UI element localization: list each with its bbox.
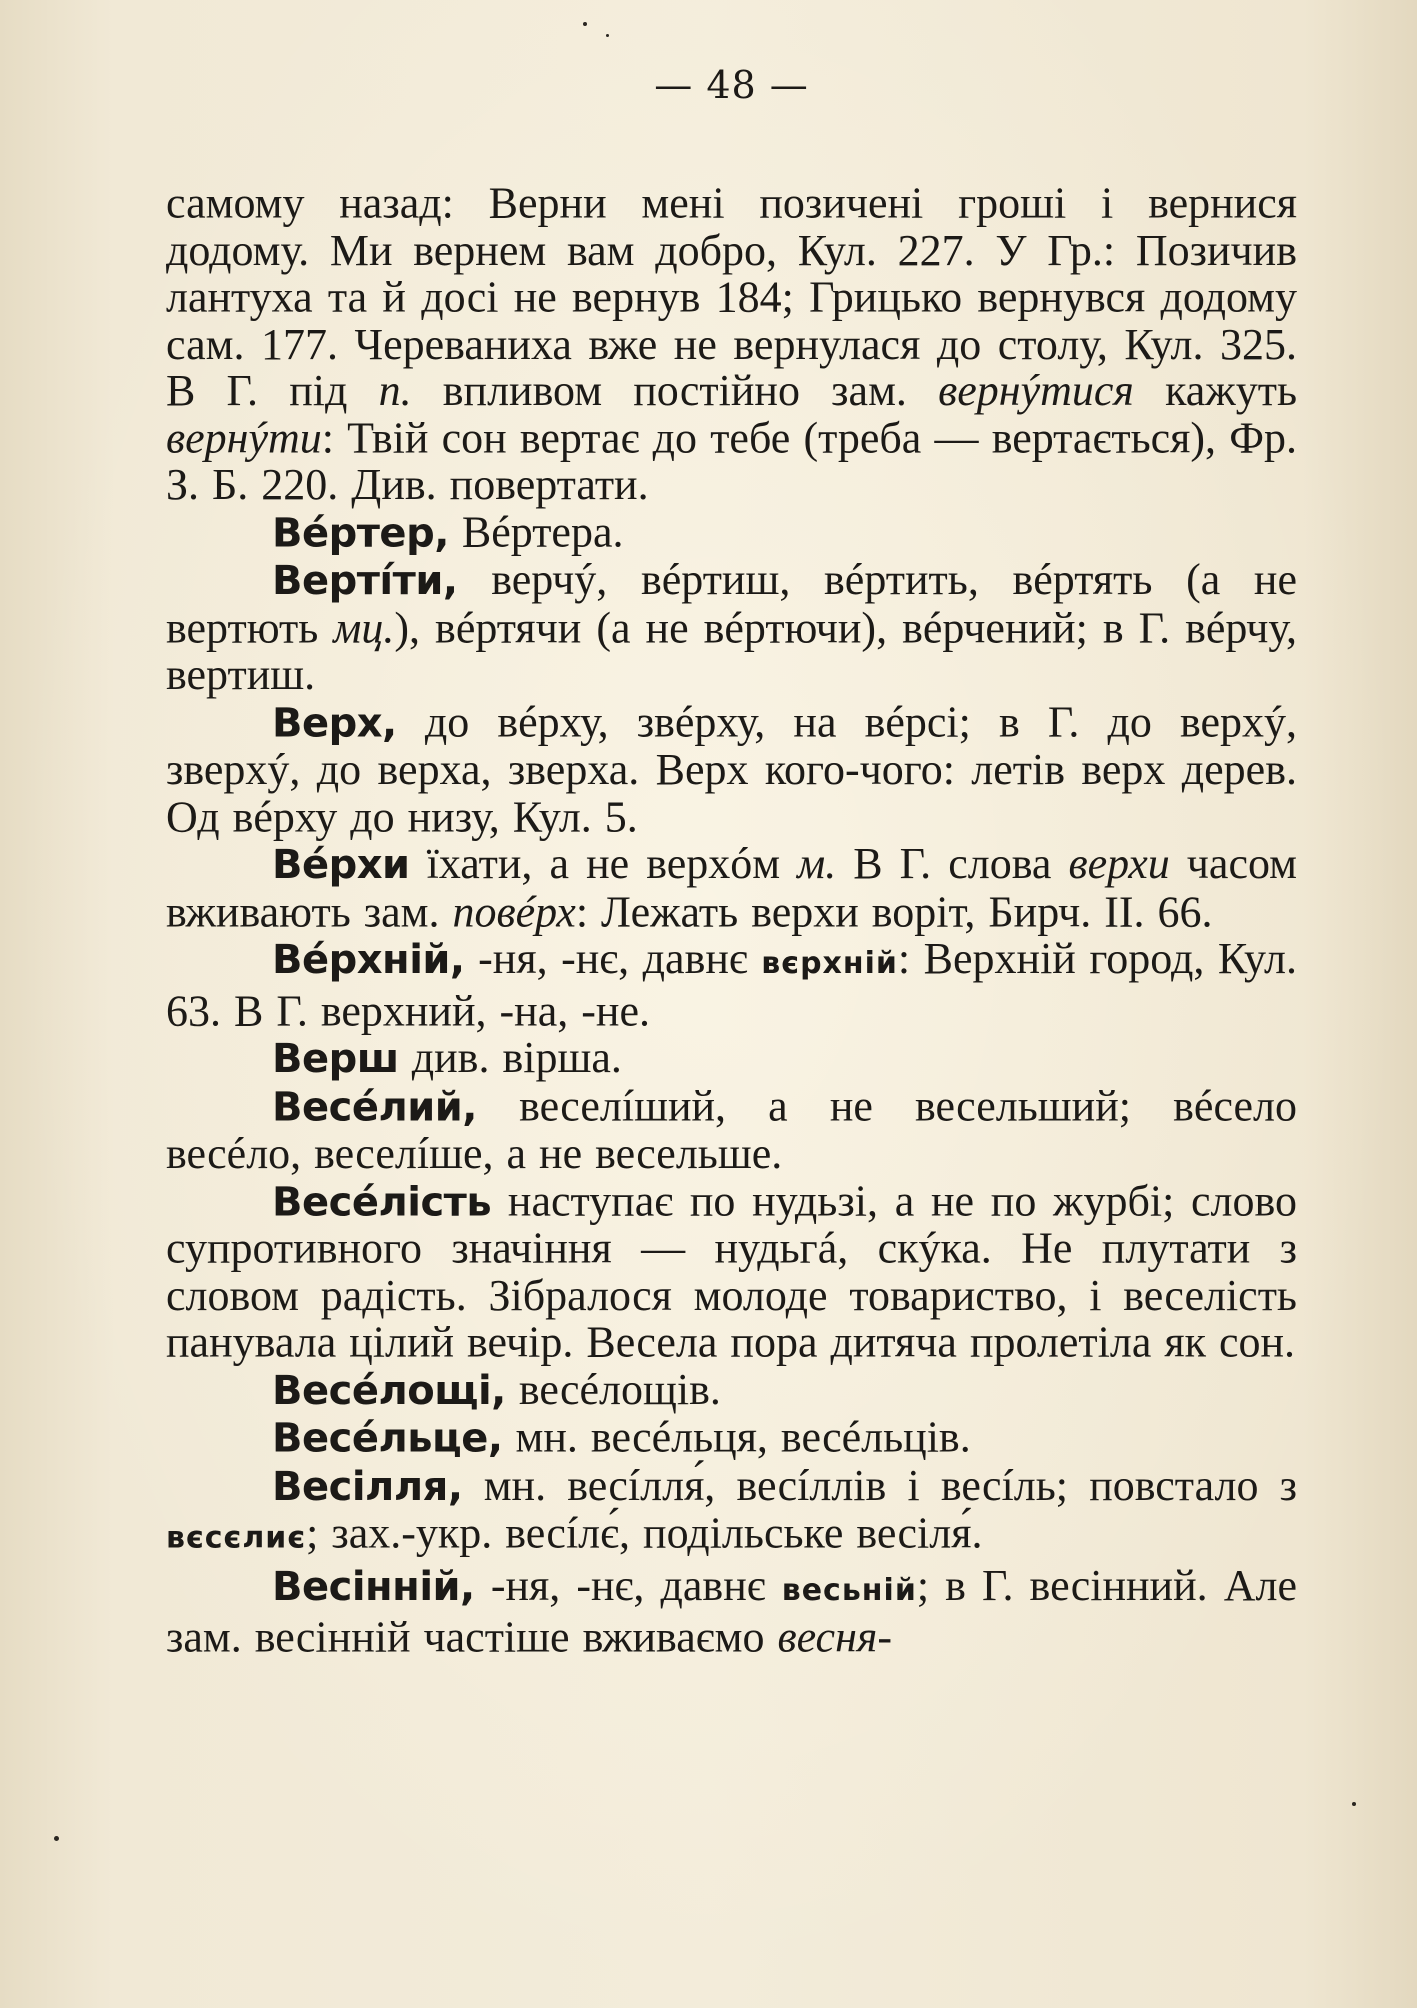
entry-headword: Верх, [272, 699, 397, 747]
print-speck [583, 22, 587, 26]
dictionary-entry [166, 554, 1298, 700]
body-text: мн. весéльця, весéльців. [502, 1412, 971, 1462]
italic-text: весня- [777, 1612, 892, 1662]
dictionary-entry [166, 1414, 1297, 1462]
dictionary-entry [166, 1562, 1297, 1661]
entry-headword: Верш [272, 1035, 399, 1082]
body-text: -ня, -нє, давнє [474, 1560, 782, 1610]
entry-headword: Весéлощі, [272, 1367, 506, 1414]
entry-headword: Вéрхній, [272, 936, 465, 983]
dictionary-entry [166, 1082, 1297, 1177]
page-number: — 48 — [654, 63, 809, 107]
body-text: часом вживають зам. [166, 838, 1297, 936]
entry-headword: Весéлість [272, 1178, 492, 1225]
dictionary-entry [166, 838, 1297, 936]
body-text: весéлощів. [505, 1364, 721, 1414]
body-text: : Твій сон вертає до тебе (треба — вертається), Фр. З. Б. 220. Див. повертати. [166, 412, 1297, 510]
print-speck [54, 1836, 59, 1841]
italic-text: повéрх [452, 886, 576, 936]
body-text: веселíший, а не весельший; вéсело весéло, веселíше, а не весельше. [166, 1080, 1297, 1178]
body-text: В Г. слова [836, 838, 1069, 889]
dictionary-entry [166, 1366, 1297, 1414]
dictionary-entry [166, 506, 1297, 557]
print-speck [1352, 1802, 1356, 1806]
body-text: до вéрху, звéрху, на вéрсі; в Г. до верхý, зверхý, до верха, зверха. Верх кого-чого: летів верх дерев. Од вéрху до низу, Кул. 5. [166, 696, 1297, 842]
entry-headword: Весéлий, [272, 1083, 478, 1130]
body-text: див. вірша. [398, 1032, 622, 1082]
body-text: ; зах.-укр. весíлє́, подільське весіля́. [306, 1508, 983, 1558]
italic-text: верхи [1068, 838, 1170, 889]
print-speck [606, 34, 609, 37]
italic-text: м. [797, 838, 837, 889]
entry-headword: Вéртер, [272, 509, 449, 557]
entry-headword: Вéрхи [272, 841, 410, 889]
old-form-text: весьній [781, 1572, 917, 1608]
body-text: мн. весíлля́, весíллів і весíль; повстало з [462, 1460, 1297, 1510]
body-text: ; в Г. весінний. Але зам. весінній частіше вживаємо [166, 1560, 1297, 1662]
dictionary-entry [166, 1177, 1297, 1366]
old-form-text: вєсєлиє [166, 1520, 307, 1556]
entry-headword: Весілля, [272, 1463, 463, 1510]
body-text: їхати, а не верхóм [409, 838, 798, 889]
italic-text: вернýти [166, 412, 322, 463]
old-form-text: вєрхній [761, 945, 898, 981]
body-text: самому назад: Верни мені позичені гроші і вернися додому. Ми вернем вам добро, Кул. 227. У Гр.: Позичив лантуха та й досі не вернув 184; Грицько вернувся додому сам. 177. Череваниха вже не вернулася до столу, Кул. 325. В Г. під [166, 177, 1297, 416]
entry-headword: Весінній, [272, 1563, 475, 1610]
entry-headword: Вертíти, [272, 557, 458, 605]
body-text: верчý, вéртиш, вéртить, вéртять (а не вертють [166, 554, 1297, 653]
body-text: наступає по нудьзі, а не по журбі; слово супротивного значіння — нудьгá, скýка. Не плутати з словом радість. Зібралося молоде товариство, і веселість панувала цілий вечір. Весела пора дитяча пролетіла як сон. [166, 1175, 1297, 1367]
dictionary-entry [166, 696, 1297, 842]
body-text: ), вéртячи (а не вéртючи), вéрчений; в Г. вéрчу, вертиш. [166, 602, 1298, 700]
dictionary-entry [166, 1462, 1297, 1562]
body-text: : Лежать верхи воріт, Бирч. II. 66. [575, 886, 1213, 936]
italic-text: мц. [333, 602, 395, 653]
dictionary-entry [166, 935, 1297, 1034]
body-text: -ня, -нє, давнє [464, 933, 762, 983]
dictionary-entry [166, 1034, 1297, 1082]
italic-text: п. [378, 365, 412, 416]
body-text: : Верхній город, Кул. 63. В Г. верхний, -на, -не. [166, 933, 1297, 1035]
entry-headword: Весéльце, [272, 1415, 503, 1462]
body-text: впливом постійно зам. [411, 365, 939, 416]
italic-text: вернýтися [938, 365, 1134, 416]
body-text: Вéртера. [448, 506, 624, 557]
page-text [166, 177, 1298, 1662]
body-text: кажуть [1133, 365, 1298, 416]
continuation-paragraph [166, 177, 1298, 510]
